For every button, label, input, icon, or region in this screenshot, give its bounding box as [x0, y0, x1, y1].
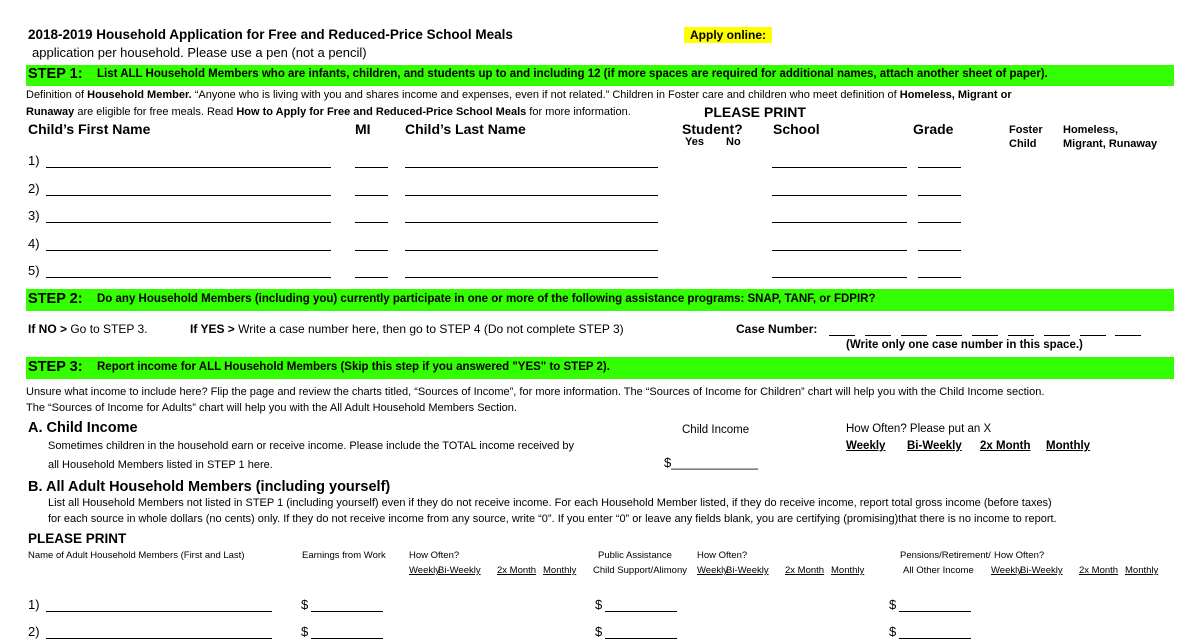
case-number-digit[interactable] — [1008, 335, 1034, 336]
child-school-field[interactable] — [772, 195, 907, 196]
child-income-text2: all Household Members listed in STEP 1 here. — [48, 459, 273, 471]
col-how-often-3: How Often? — [994, 550, 1045, 561]
child-row-number: 5) — [28, 263, 40, 278]
child-mi-field[interactable] — [355, 195, 388, 196]
dollar-sign: $ — [889, 624, 897, 639]
child-grade-field[interactable] — [918, 167, 961, 168]
please-print-adult: PLEASE PRINT — [28, 531, 127, 546]
case-number-digit[interactable] — [901, 335, 927, 336]
adult-row-number: 1) — [28, 597, 40, 612]
household-member-definition: Definition of Household Member. “Anyone who is living with you and shares income and expenses, even if not related.” Children in Foster care and children who meet definition of Homeless, Migrant or — [26, 89, 1012, 101]
child-school-field[interactable] — [772, 167, 907, 168]
how-often-label: How Often? Please put an X — [846, 423, 992, 435]
child-last-name-field[interactable] — [405, 277, 658, 278]
case-number-digit[interactable] — [1080, 335, 1106, 336]
dollar-sign: $ — [595, 597, 603, 612]
child-income-title: A. Child Income — [28, 420, 138, 436]
child-row-number: 4) — [28, 235, 40, 251]
col-grade: Grade — [913, 121, 954, 137]
adult-freq-weekly[interactable]: Weekly — [991, 565, 1022, 576]
child-mi-field[interactable] — [355, 222, 388, 223]
col-child-last-name: Child’s Last Name — [405, 121, 526, 137]
step3-bar — [26, 357, 1174, 379]
adult-freq-monthly[interactable]: Monthly — [543, 565, 577, 576]
adult-income-text1: List all Household Members not listed in STEP 1 (including yourself) even if they do not receive income. For each Household Member listed, if they do receive income, report total gross income (before taxes) — [48, 497, 1052, 509]
child-row-number: 1) — [28, 153, 40, 168]
child-income-field[interactable]: $____________ — [664, 455, 758, 470]
child-school-field[interactable] — [772, 250, 907, 251]
col-child-support: Child Support/Alimony — [593, 565, 687, 576]
child-last-name-field[interactable] — [405, 167, 658, 168]
apply-online-label: Apply online: — [684, 27, 772, 43]
step3-heading: STEP 3: — [28, 359, 83, 375]
child-mi-field[interactable] — [355, 277, 388, 278]
adult-other-income-field[interactable] — [899, 611, 971, 612]
adult-freq-monthly[interactable]: Monthly — [1125, 565, 1159, 576]
adult-freq-bi-weekly[interactable]: Bi-Weekly — [1020, 565, 1063, 576]
freq-weekly[interactable]: Weekly — [846, 440, 886, 452]
adult-income-title: B. All Adult Household Members (including yourself) — [28, 479, 391, 495]
child-mi-field[interactable] — [355, 250, 388, 251]
adult-freq-bi-weekly[interactable]: Bi-Weekly — [726, 565, 769, 576]
case-number-digit[interactable] — [1044, 335, 1070, 336]
child-last-name-field[interactable] — [405, 195, 658, 196]
step1-bar — [26, 65, 1174, 86]
dollar-sign: $ — [301, 597, 309, 612]
col-child-first-name: Child’s First Name — [28, 121, 151, 137]
form-title: 2018-2019 Household Application for Free and Reduced-Price School Meals — [28, 27, 513, 42]
child-row-number: 3) — [28, 208, 40, 223]
col-pensions: Pensions/Retirement/ — [900, 550, 991, 561]
dollar-sign: $ — [889, 597, 897, 612]
step3-heading-text: Report income for ALL Household Members (Skip this step if you answered "YES" to STEP 2). — [97, 361, 610, 373]
adult-earnings-field[interactable] — [311, 611, 383, 612]
child-last-name-field[interactable] — [405, 250, 658, 251]
col-other-income: All Other Income — [903, 565, 974, 576]
adult-freq-2x-month[interactable]: 2x Month — [785, 565, 825, 576]
child-first-name-field[interactable] — [46, 195, 331, 196]
if-no-instruction: If NO > Go to STEP 3. — [28, 322, 148, 336]
adult-freq-2x-month[interactable]: 2x Month — [497, 565, 537, 576]
step2-heading-text: Do any Household Members (including you) currently participate in one or more of the following assistance programs: SNAP, TANF, or FDPIR? — [97, 293, 876, 305]
income-intro-line2: The “Sources of Income for Adults” chart will help you with the All Adult Household Members Section. — [26, 402, 517, 414]
col-homeless: Homeless, — [1063, 124, 1119, 136]
child-first-name-field[interactable] — [46, 277, 331, 278]
case-number-note: (Write only one case number in this space.) — [846, 339, 1083, 351]
dollar-sign: $ — [595, 624, 603, 639]
child-school-field[interactable] — [772, 222, 907, 223]
adult-freq-weekly[interactable]: Weekly — [697, 565, 728, 576]
adult-name-field[interactable] — [46, 611, 272, 612]
dollar-sign: $ — [301, 624, 309, 639]
child-school-field[interactable] — [772, 277, 907, 278]
child-first-name-field[interactable] — [46, 167, 331, 168]
step1-heading: STEP 1: — [28, 66, 83, 82]
col-how-often-1: How Often? — [409, 550, 460, 561]
adult-income-text2: for each source in whole dollars (no cents) only. If they do not receive income from any source, write “0”. If you enter “0” or leave any fields blank, you are certifying (promising)that there is no income to report. — [48, 513, 1057, 525]
col-adult-name: Name of Adult Household Members (First and Last) — [28, 550, 245, 561]
col-migrant-runaway: Migrant, Runaway — [1063, 138, 1158, 150]
child-first-name-field[interactable] — [46, 222, 331, 223]
case-number-label: Case Number: — [736, 322, 818, 336]
please-print-label: PLEASE PRINT — [704, 104, 806, 120]
case-number-digit[interactable] — [936, 335, 962, 336]
step2-heading: STEP 2: — [28, 291, 83, 307]
case-number-digit[interactable] — [972, 335, 998, 336]
col-school: School — [773, 121, 820, 137]
step2-bar — [26, 289, 1174, 311]
col-earnings: Earnings from Work — [302, 550, 386, 561]
col-mi: MI — [355, 121, 371, 137]
freq-monthly[interactable]: Monthly — [1046, 440, 1091, 452]
child-last-name-field[interactable] — [405, 222, 658, 223]
col-student: Student? — [682, 121, 743, 137]
step1-heading-text: List ALL Household Members who are infants, children, and students up to and including 12 (if more spaces are required for additional names, attach another sheet of paper). — [97, 68, 1048, 80]
freq-2x-month[interactable]: 2x Month — [980, 440, 1031, 452]
case-number-digit[interactable] — [865, 335, 891, 336]
case-number-digit[interactable] — [829, 335, 855, 336]
child-grade-field[interactable] — [918, 250, 961, 251]
col-foster: Foster — [1009, 124, 1043, 136]
adult-freq-bi-weekly[interactable]: Bi-Weekly — [438, 565, 481, 576]
form-subtitle: application per household. Please use a pen (not a pencil) — [32, 45, 367, 60]
child-grade-field[interactable] — [918, 222, 961, 223]
adult-freq-weekly[interactable]: Weekly — [409, 565, 440, 576]
child-first-name-field[interactable] — [46, 250, 331, 251]
col-how-often-2: How Often? — [697, 550, 748, 561]
child-income-text1: Sometimes children in the household earn or receive income. Please include the TOTAL income received by — [48, 440, 575, 452]
adult-public-assistance-field[interactable] — [605, 611, 677, 612]
adult-freq-2x-month[interactable]: 2x Month — [1079, 565, 1119, 576]
case-number-digit[interactable] — [1115, 335, 1141, 336]
child-grade-field[interactable] — [918, 195, 961, 196]
child-grade-field[interactable] — [918, 277, 961, 278]
if-yes-instruction: If YES > Write a case number here, then go to STEP 4 (Do not complete STEP 3) — [190, 322, 624, 336]
child-mi-field[interactable] — [355, 167, 388, 168]
income-intro-line1: Unsure what income to include here? Flip the page and review the charts titled, “Sources of Income”, for more information. The “Sources of Income for Children” chart will help you with the Child Income section. — [26, 386, 1045, 398]
child-income-label: Child Income — [682, 424, 750, 436]
col-public-assistance: Public Assistance — [598, 550, 672, 561]
child-row-number: 2) — [28, 180, 40, 196]
adult-row-number: 2) — [28, 624, 40, 639]
eligibility-note: Runaway are eligible for free meals. Read How to Apply for Free and Reduced-Price School Meals for more information. — [26, 106, 631, 118]
col-foster-child: Child — [1009, 138, 1037, 150]
col-student-no: No — [726, 136, 741, 148]
freq-bi-weekly[interactable]: Bi-Weekly — [907, 440, 962, 452]
adult-freq-monthly[interactable]: Monthly — [831, 565, 865, 576]
col-student-yes: Yes — [685, 136, 704, 148]
